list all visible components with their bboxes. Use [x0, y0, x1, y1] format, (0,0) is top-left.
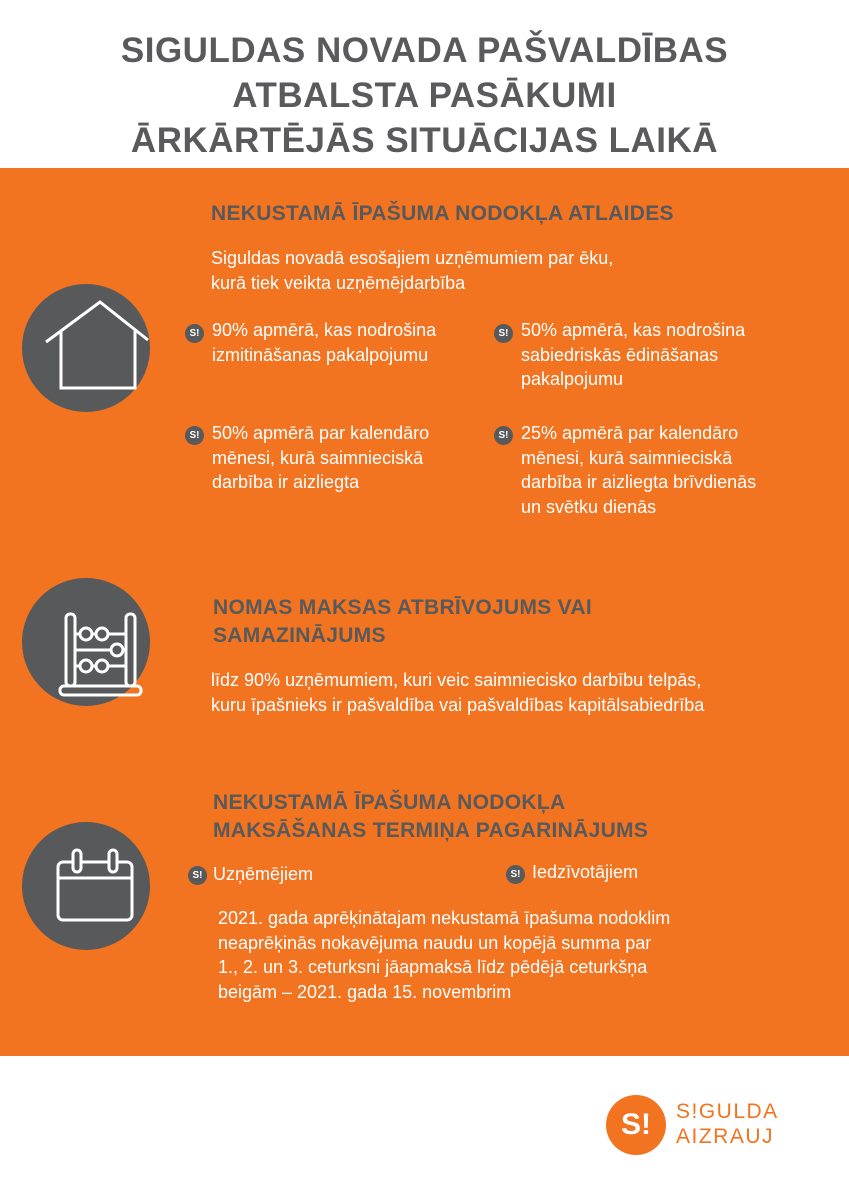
section1-item-4-line-1: 25% apmērā par kalendāro	[521, 423, 739, 443]
abacus-icon-circle	[22, 578, 150, 706]
section3-heading	[213, 789, 648, 845]
content-panel	[0, 168, 849, 1056]
calendar-icon	[22, 822, 150, 950]
section1-item-2-line-1: 50% apmērā, kas nodrošina	[521, 320, 746, 340]
section2-text	[211, 668, 704, 717]
section3-text-line-2: neaprēķinās nokavējuma naudu un kopējā summa par	[218, 932, 652, 953]
title-line-3: ĀRKĀRTĒJĀS SITUĀCIJAS LAIKĀ	[130, 121, 719, 160]
section1-intro-line-1: Siguldas novadā esošajiem uzņēmumiem par ēku,	[211, 248, 614, 268]
section1-item-4-line-4: un svētku dienās	[521, 496, 657, 517]
section1-item-2-line-2: sabiedriskās ēdināšanas	[521, 344, 719, 365]
section3-text-line-3: 1., 2. un 3. ceturksni jāapmaksā līdz pēdējā ceturkšņa	[218, 957, 648, 977]
section1-intro	[211, 246, 613, 295]
section1-item-1-line-1: 90% apmērā, kas nodrošina	[212, 320, 437, 340]
section1-item-1	[212, 318, 436, 367]
section3-text-line-1: 2021. gada aprēķinātajam nekustamā īpašuma nodoklim	[218, 908, 671, 928]
section1-item-4-line-2: mēnesi, kurā saimnieciskā	[521, 447, 733, 468]
section1-item-3-line-2: mēnesi, kurā saimnieciskā	[212, 447, 424, 468]
logo-mark: S!	[606, 1095, 666, 1155]
calendar-icon-circle	[22, 822, 150, 950]
section1-item-1-line-2: izmitināšanas pakalpojumu	[212, 344, 429, 365]
section1-intro-line-2: kurā tiek veikta uzņēmējdarbība	[211, 272, 466, 293]
section3-heading-line-2: MAKSĀŠANAS TERMIŅA PAGARINĀJUMS	[213, 819, 649, 842]
section2-heading-line-2: SAMAZINĀJUMS	[213, 624, 386, 647]
badge-icon: S!	[185, 324, 204, 343]
section2-text-line-2: kuru īpašnieks ir pašvaldība vai pašvaldības kapitālsabiedrība	[211, 694, 705, 715]
logo-text	[676, 1099, 779, 1149]
section1-item-2	[521, 318, 745, 392]
logo-line-2: AIZRAUJ	[676, 1125, 775, 1148]
section1-item-3	[212, 421, 429, 495]
house-icon	[22, 284, 150, 412]
title-line-1: SIGULDAS NOVADA PAŠVALDĪBAS	[120, 31, 729, 70]
title-line-2: ATBALSTA PASĀKUMI	[232, 76, 617, 115]
badge-icon: S!	[494, 324, 513, 343]
page-title	[0, 28, 849, 163]
section1-heading: NEKUSTAMĀ ĪPAŠUMA NODOKĻA ATLAIDES	[211, 202, 674, 225]
section3-text	[218, 906, 670, 1004]
section1-item-4	[521, 421, 756, 519]
section2-heading-line-1: NOMAS MAKSAS ATBRĪVOJUMS VAI	[213, 596, 593, 619]
badge-icon: S!	[185, 426, 204, 445]
house-icon-circle	[22, 284, 150, 412]
logo-line-1: S!GULDA	[676, 1100, 779, 1123]
section1-item-2-line-3: pakalpojumu	[521, 369, 624, 389]
section1-item-3-line-3: darbība ir aizliegta	[212, 472, 360, 492]
section2-heading	[213, 594, 592, 650]
section3-audience-2: Iedzīvotājiem	[532, 862, 639, 882]
section3-heading-line-1: NEKUSTAMĀ ĪPAŠUMA NODOKĻA	[213, 791, 566, 814]
badge-icon: S!	[506, 865, 525, 884]
badge-icon: S!	[494, 426, 513, 445]
section3-audience-1: Uzņēmējiem	[213, 864, 314, 884]
section1-item-3-line-1: 50% apmērā par kalendāro	[212, 423, 430, 443]
section3-text-line-4: beigām – 2021. gada 15. novembrim	[218, 981, 512, 1002]
section2-text-line-1: līdz 90% uzņēmumiem, kuri veic saimniecisko darbību telpās,	[211, 670, 702, 690]
abacus-icon	[22, 578, 150, 706]
section1-item-4-line-3: darbība ir aizliegta brīvdienās	[521, 472, 757, 492]
badge-icon: S!	[188, 866, 207, 885]
